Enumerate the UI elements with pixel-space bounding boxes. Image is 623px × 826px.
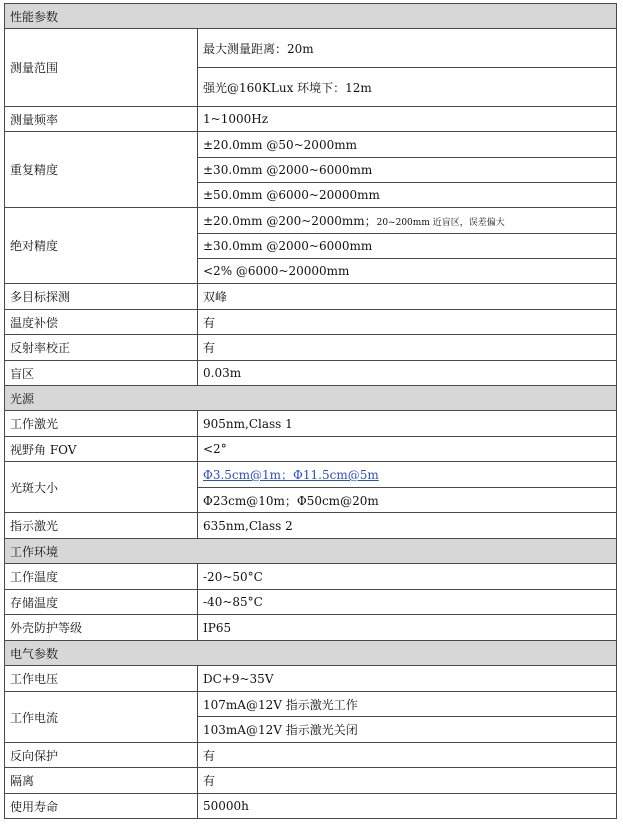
section-performance: 性能参数 — [5, 4, 617, 29]
row-value: 905nm,Class 1 — [198, 411, 617, 437]
row-label: 工作电流 — [5, 692, 198, 743]
row-value: <2° — [198, 437, 617, 462]
table-row — [5, 666, 617, 692]
row-value: IP65 — [198, 615, 617, 641]
section-header-row — [5, 641, 617, 666]
row-value: ±20.0mm @50~2000mm — [198, 132, 617, 158]
row-value — [198, 462, 617, 488]
row-label: 光斑大小 — [5, 462, 198, 513]
table-row — [5, 768, 617, 794]
row-label: 隔离 — [5, 768, 198, 794]
section-header-row — [5, 539, 617, 564]
table-row — [5, 310, 617, 335]
table-row — [5, 411, 617, 437]
row-value: ±30.0mm @2000~6000mm — [198, 158, 617, 183]
table-row — [5, 743, 617, 768]
row-value: 107mA@12V 指示激光工作 — [198, 692, 617, 717]
table-row — [5, 29, 617, 68]
table-row — [5, 564, 617, 590]
section-header-row — [5, 4, 617, 29]
row-value: ±50.0mm @6000~20000mm — [198, 183, 617, 208]
row-label: 测量范围 — [5, 29, 198, 107]
row-label: 测量频率 — [5, 107, 198, 132]
section-header-row — [5, 386, 617, 411]
row-label: 工作电压 — [5, 666, 198, 692]
row-label: 盲区 — [5, 361, 198, 386]
row-label: 视野角 FOV — [5, 437, 198, 462]
table-row — [5, 132, 617, 158]
row-value: <2% @6000~20000mm — [198, 259, 617, 284]
row-label: 重复精度 — [5, 132, 198, 208]
table-row — [5, 794, 617, 819]
row-value: 有 — [198, 743, 617, 768]
row-value-note: 20~200mm 近盲区，误差偏大 — [376, 218, 505, 228]
row-value: -40~85°C — [198, 590, 617, 615]
table-row — [5, 615, 617, 641]
table-row — [5, 513, 617, 539]
table-row — [5, 462, 617, 488]
section-environment: 工作环境 — [5, 539, 617, 564]
row-value — [198, 208, 617, 234]
section-electrical: 电气参数 — [5, 641, 617, 666]
row-value: 0.03m — [198, 361, 617, 386]
row-label: 工作激光 — [5, 411, 198, 437]
row-label: 存储温度 — [5, 590, 198, 615]
row-label: 外壳防护等级 — [5, 615, 198, 641]
row-value-main: ±20.0mm @200~2000mm； — [203, 214, 377, 228]
row-value: ±30.0mm @2000~6000mm — [198, 234, 617, 259]
row-label: 使用寿命 — [5, 794, 198, 819]
table-row — [5, 437, 617, 462]
row-value: 强光@160KLux 环境下：12m — [198, 68, 617, 107]
row-label: 工作温度 — [5, 564, 198, 590]
row-label: 指示激光 — [5, 513, 198, 539]
row-value: 有 — [198, 310, 617, 335]
table-row — [5, 590, 617, 615]
row-value: Φ23cm@10m；Φ50cm@20m — [198, 488, 617, 513]
row-value: 635nm,Class 2 — [198, 513, 617, 539]
row-value: 1~1000Hz — [198, 107, 617, 132]
row-label: 温度补偿 — [5, 310, 198, 335]
spec-table — [4, 3, 617, 819]
row-label: 绝对精度 — [5, 208, 198, 284]
table-row — [5, 107, 617, 132]
table-row — [5, 335, 617, 361]
table-row — [5, 361, 617, 386]
row-label: 反射率校正 — [5, 335, 198, 361]
table-row — [5, 284, 617, 310]
row-value: 103mA@12V 指示激光关闭 — [198, 717, 617, 743]
table-row — [5, 692, 617, 717]
row-value: 双峰 — [198, 284, 617, 310]
table-row — [5, 208, 617, 234]
row-value: DC+9~35V — [198, 666, 617, 692]
section-light-source: 光源 — [5, 386, 617, 411]
row-label: 多目标探测 — [5, 284, 198, 310]
row-value: -20~50°C — [198, 564, 617, 590]
row-value: 最大测量距离：20m — [198, 29, 617, 68]
spot-size-link[interactable]: Φ3.5cm@1m；Φ11.5cm@5m — [203, 468, 379, 482]
row-label: 反向保护 — [5, 743, 198, 768]
row-value: 有 — [198, 335, 617, 361]
row-value: 有 — [198, 768, 617, 794]
row-value: 50000h — [198, 794, 617, 819]
